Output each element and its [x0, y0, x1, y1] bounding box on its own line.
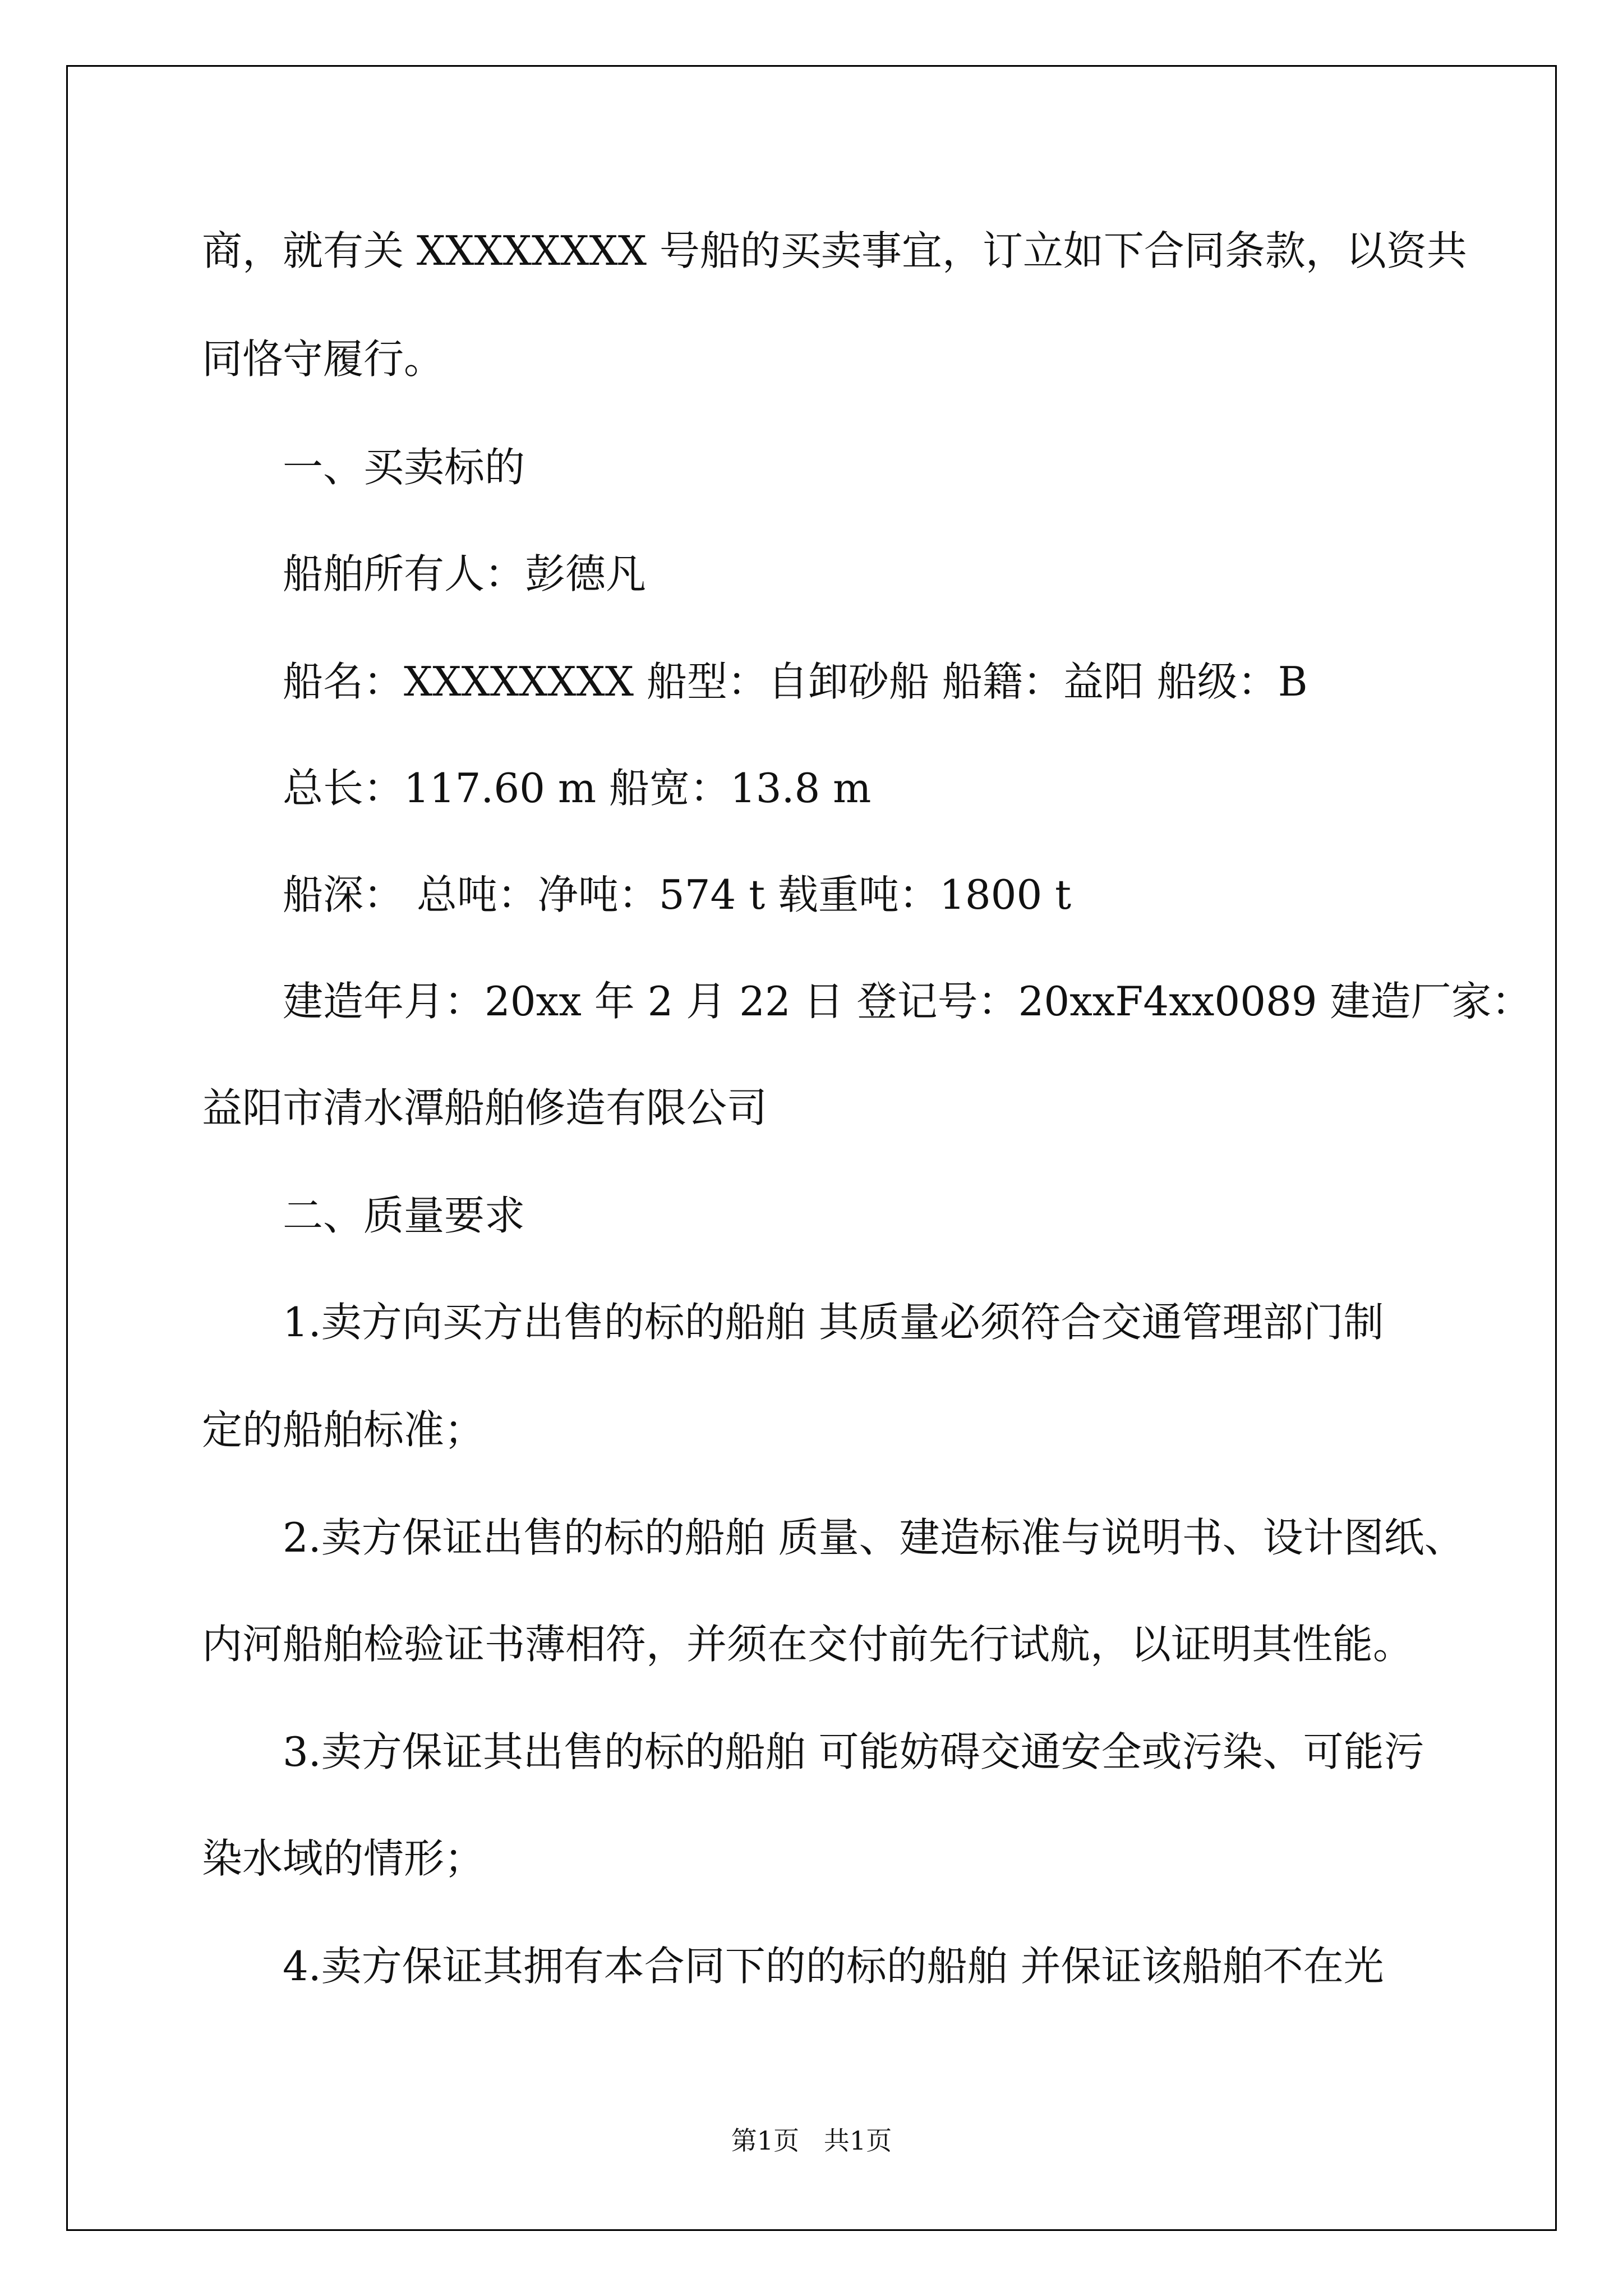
- text-line: 2.卖方保证出售的标的船舶 质量、建造标准与说明书、设计图纸、: [283, 1514, 1465, 1561]
- text-line: 定的船舶标准；: [202, 1406, 485, 1453]
- text-line: 4.卖方保证其拥有本合同下的的标的船舶 并保证该船舶不在光: [283, 1943, 1384, 1990]
- text-line: 染水域的情形；: [202, 1835, 485, 1882]
- text-line: 益阳市清水潭船舶修造有限公司: [202, 1084, 768, 1131]
- page-number: 第1页 共1页: [731, 2125, 892, 2156]
- text-line: 商，就有关 XXXXXXXX 号船的买卖事宜，订立如下合同条款，以资共: [202, 227, 1467, 274]
- text-line: 内河船舶检验证书薄相符，并须在交付前先行试航，以证明其性能。: [202, 1621, 1414, 1668]
- text-line: 1.卖方向买方出售的标的船舶 其质量必须符合交通管理部门制: [283, 1299, 1384, 1346]
- text-line: 船名：XXXXXXXX 船型：自卸砂船 船籍：益阳 船级：B: [283, 658, 1308, 705]
- text-line: 建造年月：20xx 年 2 月 22 日 登记号：20xxF4xx0089 建造厂家：: [283, 978, 1532, 1025]
- text-line: 3.卖方保证其出售的标的船舶 可能妨碍交通安全或污染、可能污: [283, 1728, 1424, 1775]
- text-line: 船舶所有人：彭德凡: [283, 550, 647, 597]
- section-heading-quality: 二、质量要求: [283, 1192, 525, 1239]
- text-line: 船深： 总吨：净吨：574 t 载重吨：1800 t: [283, 871, 1072, 918]
- section-heading-subject: 一、买卖标的: [283, 444, 525, 491]
- text-line: 同恪守履行。: [202, 335, 445, 383]
- page-border: [66, 65, 1557, 2231]
- text-line: 总长：117.60 m 船宽：13.8 m: [283, 765, 872, 812]
